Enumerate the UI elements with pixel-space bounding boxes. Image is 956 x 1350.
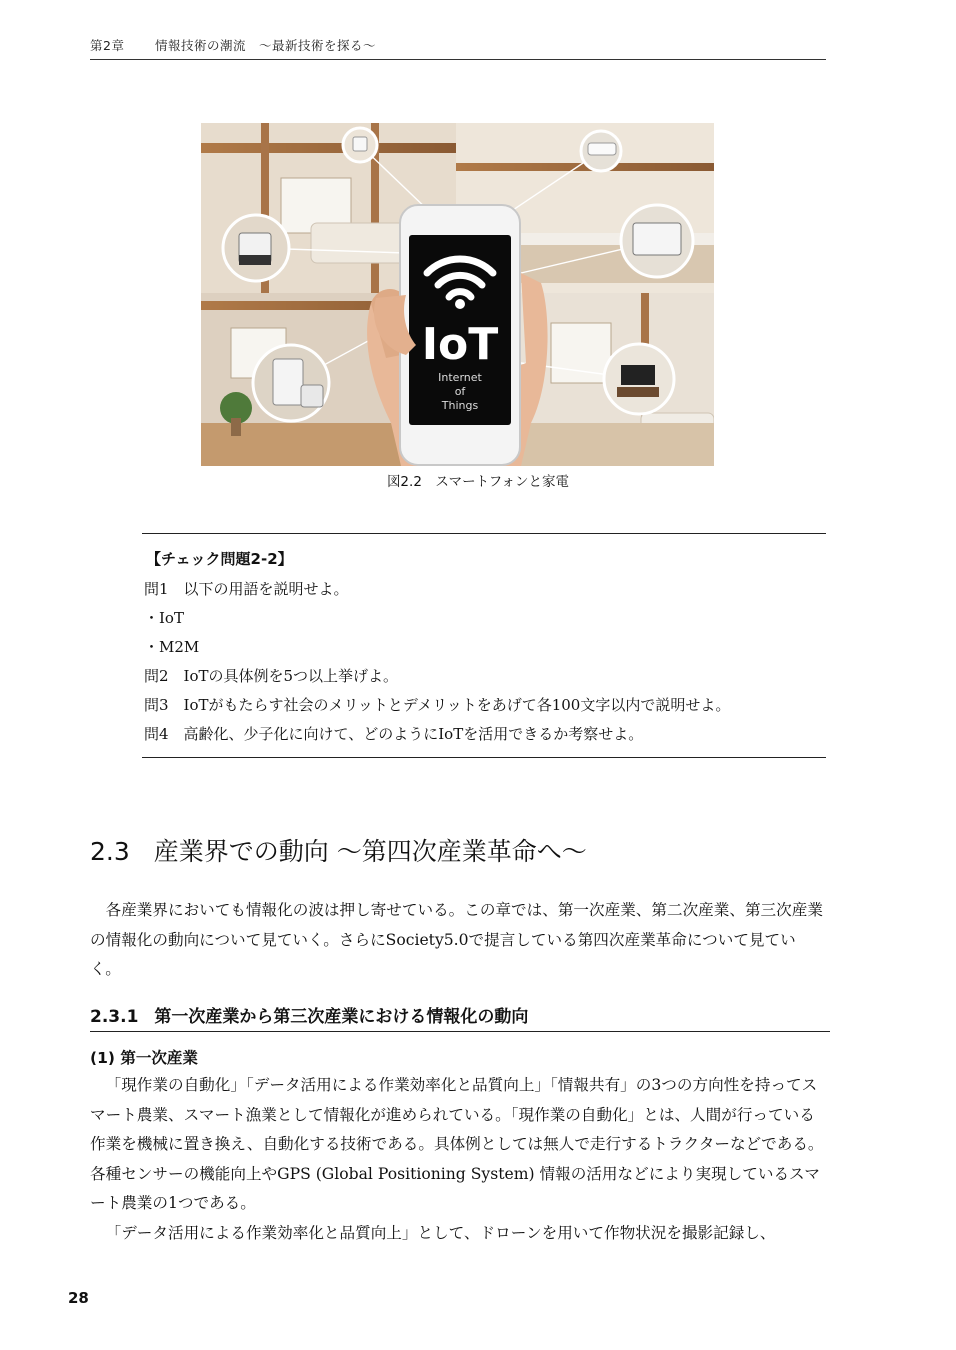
iot-photo-illustration: [201, 123, 714, 466]
running-head: [90, 36, 826, 60]
body-text: [90, 1071, 826, 1248]
check-title: 【チェック問題2-2】: [146, 550, 293, 568]
check-questions-box: [142, 533, 826, 758]
body-paragraph: 「現作業の自動化」「データ活用による作業効率化と品質向上」「情報共有」の3つの方向性を持ってスマート農業、スマート漁業として情報化が進められている。「現作業の自動化」とは、人間が行っている作業を機械に置き換え、自動化する技術である。具体例としては無人で走行するトラクターなどである。各種センサーの機能向上やGPS (Global Positioning System) 情報の活用などにより実現しているスマート農業の1つである。: [90, 1076, 824, 1212]
section-intro: [90, 896, 826, 985]
subsection-number: 2.3.1: [90, 1007, 139, 1027]
figure-caption: 図2.2 スマートフォンと家電: [386, 474, 570, 490]
section-number: 2.3: [90, 837, 130, 866]
phone-iot-label: IoT: [421, 319, 499, 370]
phone-text-line1: Internet: [438, 371, 482, 384]
subsection-title: 第一次産業から第三次産業における情報化の動向: [154, 1007, 529, 1027]
check-item: ・M2M: [144, 638, 200, 656]
intro-paragraph: 各産業界においても情報化の波は押し寄せている。この章では、第一次産業、第二次産業、第三次産業の情報化の動向について見ていく。さらにSociety5.0で提言している第四次産業革命について見ていく。: [90, 901, 823, 978]
check-item: ・IoT: [144, 609, 184, 627]
section-heading: [90, 832, 587, 868]
subsection-heading: [90, 1002, 830, 1032]
check-item: 問3 IoTがもたらす社会のメリットとデメリットをあげて各100文字以内で説明せよ。: [144, 696, 731, 714]
figure-smartphone-appliances: [201, 123, 714, 466]
page-number: 28: [68, 1289, 89, 1307]
body-paragraph: 「データ活用による作業効率化と品質向上」として、ドローンを用いて作物状況を撮影記録し、: [105, 1223, 776, 1242]
subsubsection-heading: (1) 第一次産業: [90, 1049, 198, 1067]
phone-text-line2: of: [454, 385, 466, 398]
phone-text-line3: Things: [441, 399, 479, 412]
check-item: 問1 以下の用語を説明せよ。: [144, 580, 349, 598]
check-item: 問4 高齢化、少子化に向けて、どのようにIoTを活用できるか考察せよ。: [144, 725, 644, 743]
section-title: 産業界での動向 ～第四次産業革命へ～: [153, 837, 587, 866]
check-item: 問2 IoTの具体例を5つ以上挙げよ。: [144, 667, 399, 685]
chapter-title: 情報技術の潮流 ～最新技術を探る～: [154, 38, 376, 53]
chapter-label: 第2章: [90, 38, 125, 53]
